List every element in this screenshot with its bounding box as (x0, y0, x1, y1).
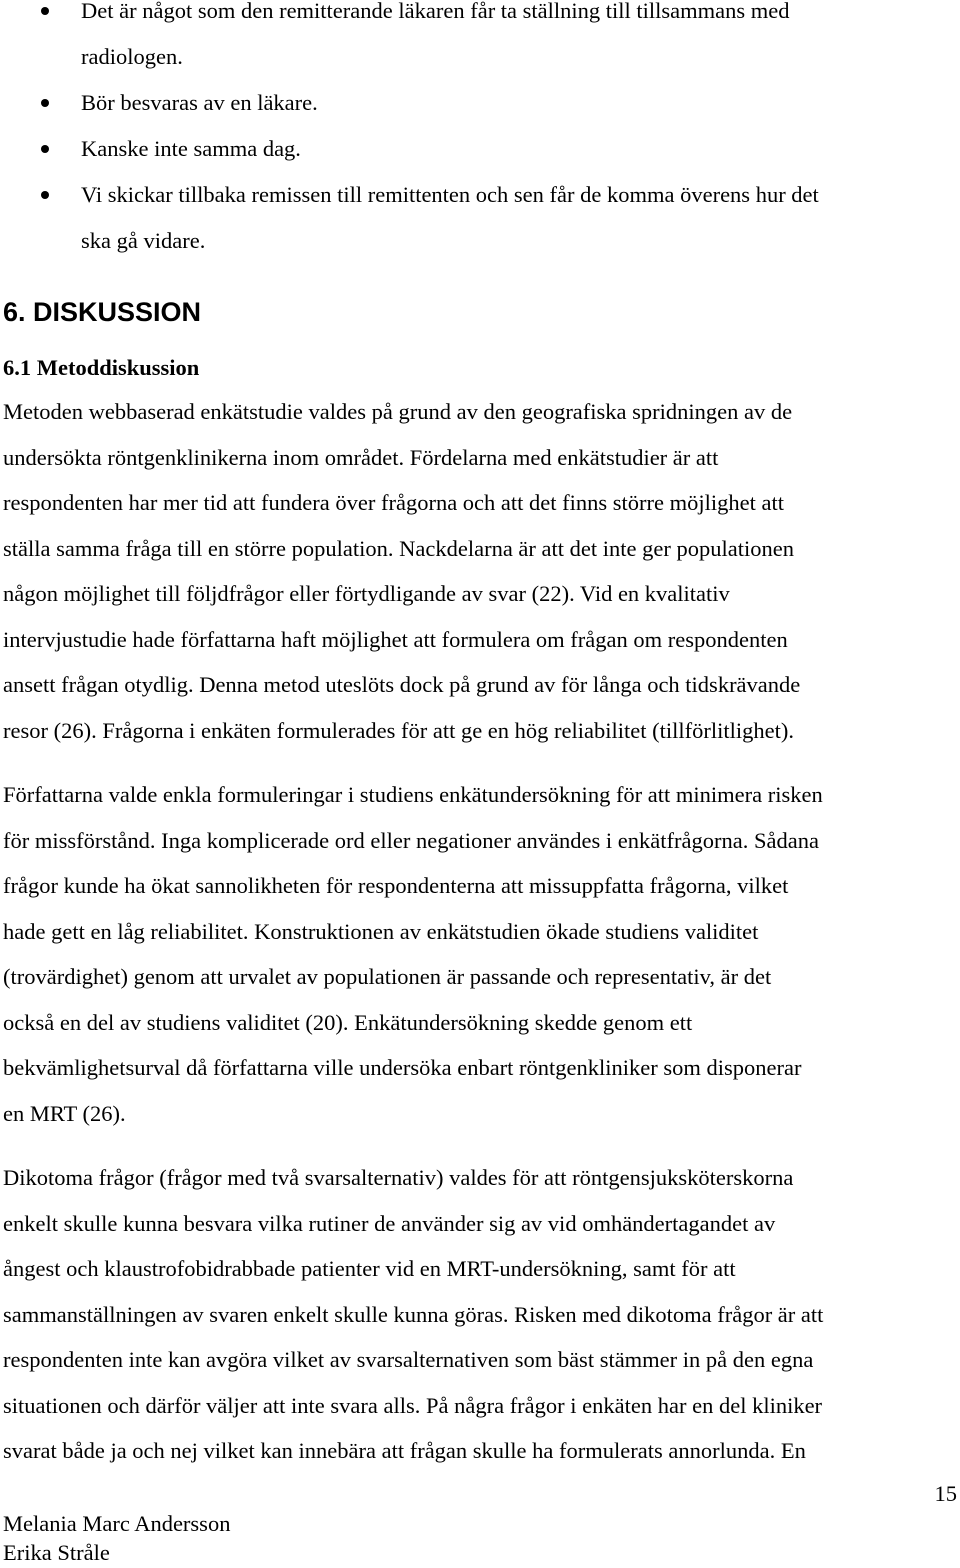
paragraph-line: respondenten har mer tid att fundera över frågorna och att det finns större möjlighet att (3, 490, 784, 515)
bullet-icon (41, 145, 49, 153)
paragraph-line: ansett frågan otydlig. Denna metod uteslöts dock på grund av för långa och tidskrävande (3, 672, 801, 697)
bullet-item (0, 126, 951, 172)
page-number: 15 (934, 1481, 957, 1506)
paragraph-line: svarat både ja och nej vilket kan innebära att frågan skulle ha formulerats annorlunda. En (3, 1438, 806, 1463)
bullet-icon (41, 7, 49, 15)
footer-author: Melania Marc Andersson (3, 1511, 231, 1536)
bullet-text-line: Kanske inte samma dag. (81, 136, 301, 161)
bullet-text-line: Vi skickar tillbaka remissen till remittenten och sen får de komma överens hur det (81, 182, 819, 207)
paragraph-line: Författarna valde enkla formuleringar i studiens enkätundersökning för att minimera risken (3, 782, 823, 807)
paragraph-line: någon möjlighet till följdfrågor eller förtydligande av svar (22). Vid en kvalitativ (3, 581, 730, 606)
bullet-item (0, 172, 951, 264)
paragraph-method (3, 389, 960, 753)
paragraph-line: Dikotoma frågor (frågor med två svarsalternativ) valdes för att röntgensjuksköterskorna (3, 1165, 794, 1190)
paragraph-line: bekvämlighetsurval då författarna ville undersöka enbart röntgenkliniker som disponerar (3, 1055, 802, 1080)
paragraph-line: resor (26). Frågorna i enkäten formulerades för att ge en hög reliabilitet (tillförlitlighet). (3, 717, 794, 743)
paragraph-line: sammanställningen av svaren enkelt skulle kunna göras. Risken med dikotoma frågor är att (3, 1301, 824, 1327)
paragraph-line: respondenten inte kan avgöra vilket av svarsalternativen som bäst stämmer in på den egna (3, 1347, 814, 1372)
paragraph-line: frågor kunde ha ökat sannolikheten för respondenterna att missuppfatta frågorna, vilket (3, 873, 789, 898)
bullet-icon (41, 191, 49, 199)
paragraph-line: intervjustudie hade författarna haft möjlighet att formulera om frågan om respondenten (3, 626, 788, 652)
paragraph-line: (trovärdighet) genom att urvalet av populationen är passande och representativ, är det (3, 964, 772, 989)
paragraph-line: Metoden webbaserad enkätstudie valdes på grund av den geografiska spridningen av de (3, 399, 793, 424)
paragraph-line: enkelt skulle kunna besvara vilka rutiner de använder sig av vid omhändertagandet av (3, 1210, 776, 1236)
paragraph-line: en MRT (26). (3, 1100, 126, 1126)
bullet-item (0, 0, 951, 80)
bullet-text-line: Bör besvaras av en läkare. (81, 90, 318, 115)
bullet-text-line: Det är något som den remitterande läkaren får ta ställning till tillsammans med (81, 0, 790, 23)
paragraph-line: undersökta röntgenklinikerna inom området. Fördelarna med enkätstudier är att (3, 444, 719, 470)
paragraph-line: för missförstånd. Inga komplicerade ord eller negationer användes i enkätfrågorna. Sådana (3, 827, 819, 853)
footer-author: Erika Stråle (3, 1540, 110, 1565)
bullet-item (0, 80, 951, 126)
bullet-text-line: radiologen. (81, 44, 183, 69)
paragraph-line: situationen och därför väljer att inte svara alls. På några frågor i enkäten har en del kliniker (3, 1392, 823, 1418)
bullet-text-line: ska gå vidare. (81, 228, 206, 253)
paragraph-line: ställa samma fråga till en större population. Nackdelarna är att det inte ger populationen (3, 535, 794, 561)
paragraph-line: också en del av studiens validitet (20). Enkätundersökning skedde genom ett (3, 1009, 693, 1035)
paragraph-dichotomous (3, 1155, 960, 1474)
bullet-list (0, 0, 960, 264)
bullet-icon (41, 99, 49, 107)
section-heading: 6. DISKUSSION (3, 297, 202, 327)
paragraph-line: hade gett en låg reliabilitet. Konstruktionen av enkätstudien ökade studiens validitet (3, 918, 759, 944)
paragraph-line: ångest och klaustrofobidrabbade patienter vid en MRT-undersökning, samt för att (3, 1256, 736, 1281)
paragraph-formulation (3, 772, 960, 1136)
subsection-heading: 6.1 Metoddiskussion (3, 355, 200, 380)
